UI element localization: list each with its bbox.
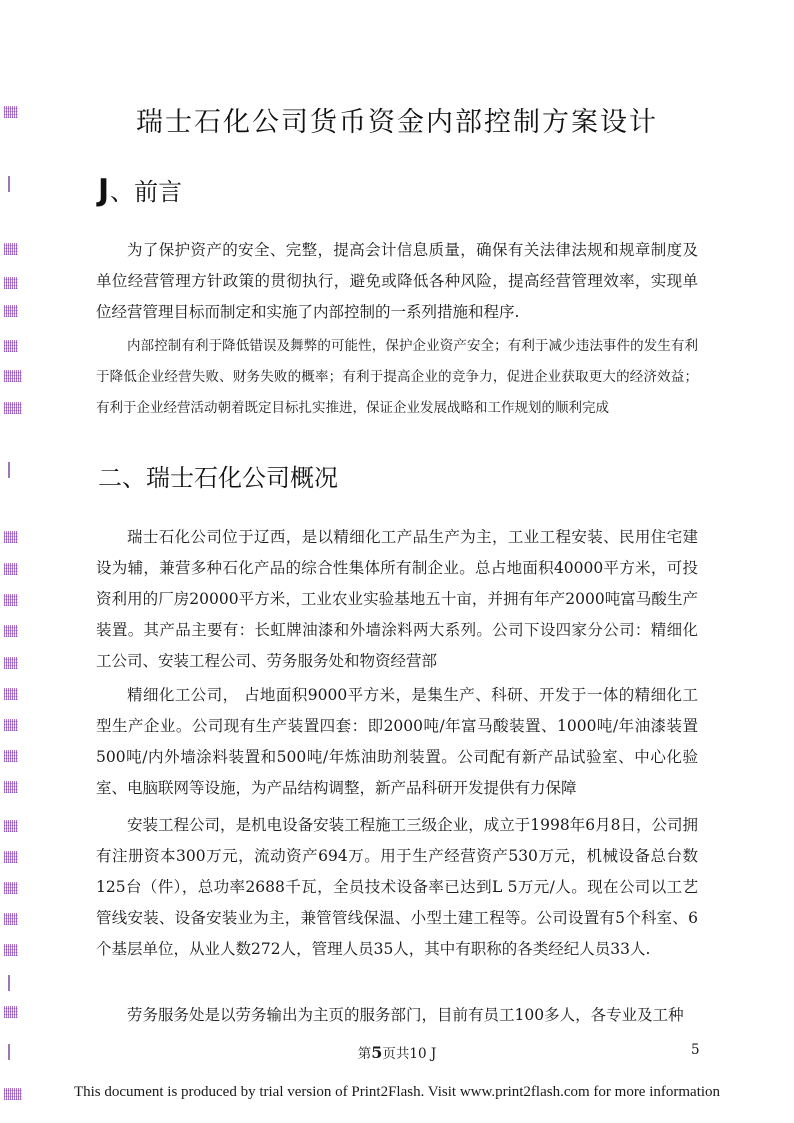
paragraph: 为了保护资产的安全、完整，提高会计信息质量，确保有关法律法规和规章制度及单位经营管理方针政策的贯彻执行，避免或降低各种风险，提高经营管理效率，实现单位经营管理目标而制定和实施了内部控制的一系列措施和程序.	[96, 241, 698, 321]
page-indicator	[0, 1042, 794, 1062]
paragraph: 精细化工公司， 占地面积9000平方米，是集生产、科研、开发于一体的精细化工型生产企业。公司现有生产装置四套：即2000吨/年富马酸装置、1000吨/年油漆装置500吨/内外墙涂料装置和500吨/年炼油助剂装置。公司配有新产品试验室、中心化验室、电脑联网等设施，为产品结构调整，新产品科研开发提供有力保障	[96, 686, 698, 797]
margin-mark	[4, 719, 18, 731]
trial-watermark: This document is produced by trial version of Print2Flash. Visit www.print2flash.com for more information	[73, 1084, 721, 1100]
margin-mark	[4, 243, 18, 255]
margin-mark	[4, 305, 18, 317]
margin-mark	[4, 944, 18, 956]
margin-mark	[8, 462, 10, 478]
section-number: J	[98, 173, 111, 208]
margin-mark	[4, 913, 18, 925]
margin-mark	[4, 820, 18, 832]
margin-mark	[4, 563, 18, 575]
margin-mark	[4, 370, 22, 382]
paragraph: 内部控制有利于降低错误及舞弊的可能性，保护企业资产安全；有利于减少违法事件的发生有利于降低企业经营失败、财务失败的概率；有利于提高企业的竞争力，促进企业获取更大的经济效益；有利于企业经营活动朝着既定目标扎实推进，保证企业发展战略和工作规划的顺利完成	[96, 338, 698, 416]
paragraph: 劳务服务处是以劳务输出为主页的服务部门，目前有员工100多人，各专业及工种	[127, 1006, 684, 1024]
margin-mark	[4, 594, 18, 606]
margin-mark	[4, 625, 18, 637]
section-heading-intro	[98, 172, 182, 208]
margin-mark	[4, 688, 18, 700]
page-total: 页共10 J	[382, 1046, 437, 1062]
paragraph: 瑞士石化公司位于辽西，是以精细化工产品生产为主，工业工程安装、民用住宅建设为辅，兼营多种石化产品的综合性集体所有制企业。总占地面积40000平方米，可投资利用的厂房20000平方米，工业农业实验基地五十亩，并拥有年产2000吨富马酸生产装置。其产品主要有：长虹牌油漆和外墙涂料两大系列。公司下设四家分公司：精细化工公司、安装工程公司、劳务服务处和物资经营部	[96, 528, 698, 670]
margin-mark	[4, 781, 18, 793]
page-current: 5	[371, 1043, 383, 1062]
margin-mark	[4, 1006, 18, 1018]
paragraph: 安装工程公司，是机电设备安装工程施工三级企业，成立于1998年6月8日，公司拥有注册资本300万元，流动资产694万。用于生产经营资产530万元，机械设备总台数125台（件），总功率2688千瓦，全员技术设备率已达到L 5万元/人。现在公司以工艺管线安装、设备安装业为主，兼管管线保温、小型土建工程等。公司设置有5个科室、6个基层单位，从业人数272人，管理人员35人，其中有职称的各类经纪人员33人.	[96, 816, 698, 958]
margin-mark	[4, 750, 18, 762]
section-heading-overview: 二、瑞士石化公司概况	[98, 464, 338, 492]
margin-mark	[8, 975, 10, 991]
margin-artifacts	[0, 0, 26, 1123]
margin-mark	[4, 402, 22, 414]
page-label-prefix: 第	[357, 1046, 372, 1062]
margin-mark	[4, 657, 18, 669]
page-number: 5	[691, 1042, 700, 1058]
margin-mark	[4, 531, 18, 543]
section-title: 、前言	[110, 178, 183, 206]
margin-mark	[8, 176, 10, 192]
document-title: 瑞士石化公司货币资金内部控制方案设计	[136, 107, 658, 138]
margin-mark	[4, 340, 18, 352]
margin-mark	[4, 882, 18, 894]
margin-mark	[4, 851, 18, 863]
margin-mark	[4, 277, 18, 289]
